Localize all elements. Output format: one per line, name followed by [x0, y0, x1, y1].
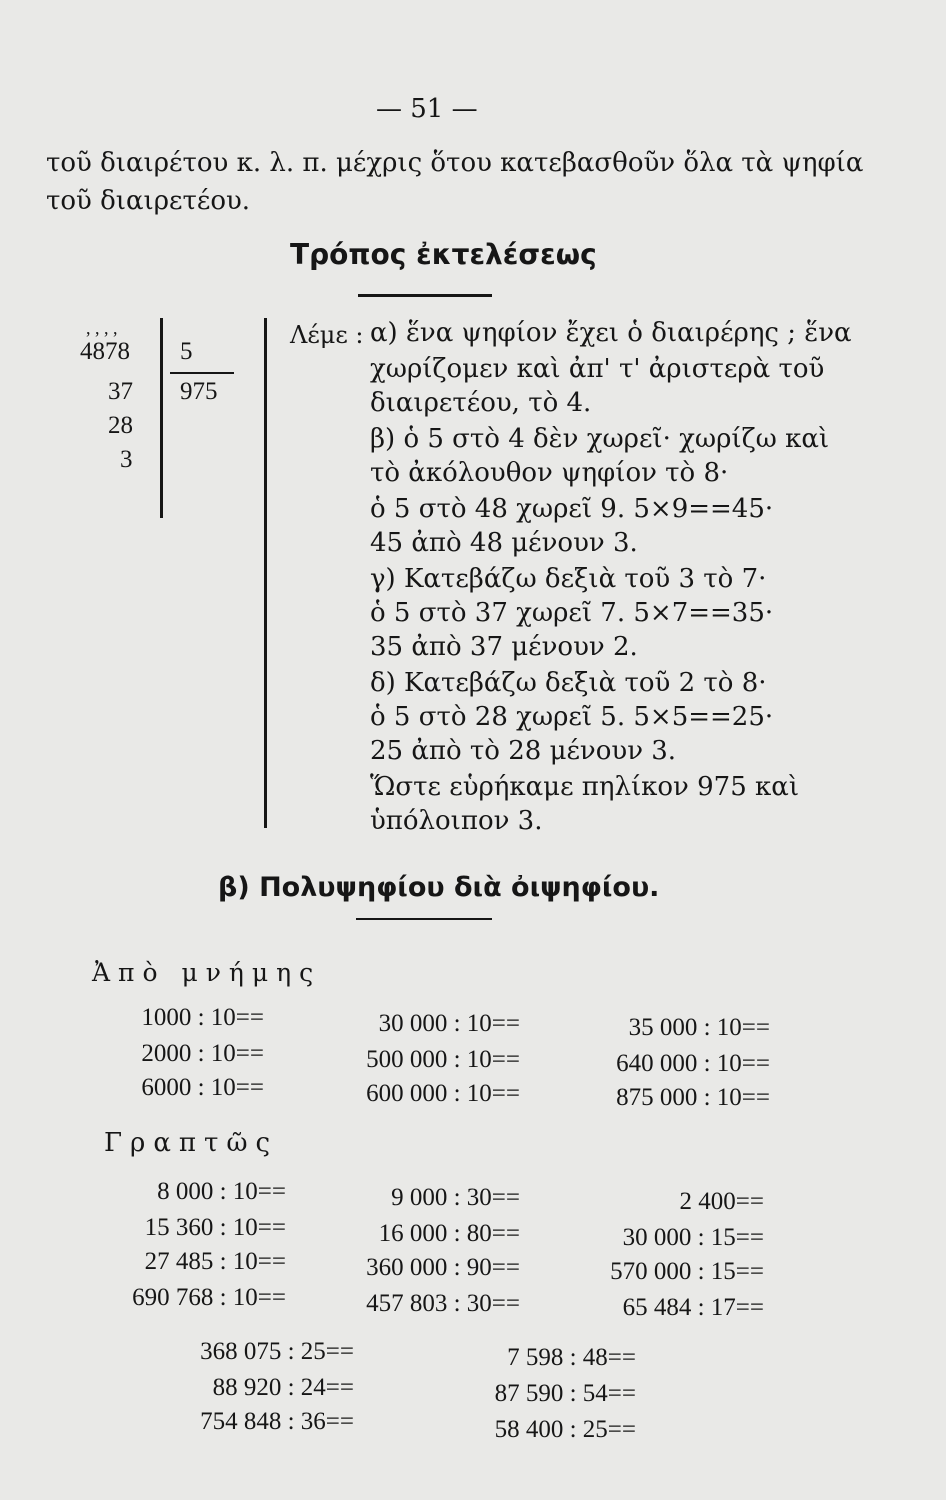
- explanation-line: α) ἕνα ψηφίον ἔχει ὁ διαιρέρης ; ἕνα: [370, 318, 852, 348]
- mental-item: 35 000 : 10==: [628, 1014, 770, 1041]
- written-item: 570 000 : 15==: [610, 1258, 764, 1285]
- dividend: 4878: [80, 338, 130, 365]
- step-3: 3: [120, 446, 133, 473]
- written-item: 457 803 : 30==: [366, 1290, 520, 1317]
- mental-item: 640 000 : 10==: [616, 1050, 770, 1077]
- mental-item: 875 000 : 10==: [616, 1084, 770, 1111]
- mental-item: 30 000 : 10==: [378, 1010, 520, 1037]
- explanation-line: χωρίζομεν καὶ ἀπ' τ' ἀριστερὰ τοῦ: [370, 354, 825, 384]
- explanation-line: Ὥστε εὑρήκαμε πηλίκον 975 καὶ: [370, 772, 800, 802]
- written-item: 16 000 : 80==: [378, 1220, 520, 1247]
- method-heading: Τρόπος ἐκτελέσεως: [290, 238, 597, 271]
- written-item: 15 360 : 10==: [144, 1214, 286, 1241]
- section-b-underline: [356, 918, 492, 920]
- written-item: 65 484 : 17==: [622, 1294, 764, 1321]
- written-item: 30 000 : 15==: [622, 1224, 764, 1251]
- explanation-line: ὁ 5 στὸ 37 χωρεῖ 7. 5×7==35·: [370, 598, 774, 628]
- extra-item: 58 400 : 25==: [494, 1416, 636, 1443]
- step-2: 28: [108, 412, 133, 439]
- mental-item: 6000 : 10==: [141, 1074, 264, 1101]
- dividend-marks: , , , ,: [86, 318, 118, 338]
- written-item: 2 400==: [679, 1188, 764, 1215]
- explanation-line: ὁ 5 στὸ 28 χωρεῖ 5. 5×5==25·: [370, 702, 774, 732]
- explanation-line: διαιρετέου, τὸ 4.: [370, 388, 592, 418]
- mental-item: 2000 : 10==: [141, 1040, 264, 1067]
- explanation-line: ὁ 5 στὸ 48 χωρεῖ 9. 5×9==45·: [370, 494, 774, 524]
- mental-label: Ἀπὸ μνήμης: [92, 958, 322, 987]
- explanation-line: τὸ ἀκόλουθον ψηφίον τὸ 8·: [370, 458, 729, 488]
- explanation-line: 35 ἀπὸ 37 μένουν 2.: [370, 632, 638, 662]
- mental-item: 600 000 : 10==: [366, 1080, 520, 1107]
- mental-item: 500 000 : 10==: [366, 1046, 520, 1073]
- intro-line-2: τοῦ διαιρετέου.: [46, 186, 251, 216]
- extra-item: 88 920 : 24==: [212, 1374, 354, 1401]
- quotient: 975: [180, 378, 218, 405]
- division-bar-horizontal: [170, 372, 234, 374]
- heading-underline: [358, 294, 492, 297]
- explanation-line: γ) Κατεβάζω δεξιὰ τοῦ 3 τὸ 7·: [370, 564, 767, 594]
- division-bar-vertical: [160, 318, 163, 518]
- extra-item: 368 075 : 25==: [200, 1338, 354, 1365]
- extra-item: 87 590 : 54==: [494, 1380, 636, 1407]
- extra-item: 7 598 : 48==: [507, 1344, 636, 1371]
- explanation-line: β) ὁ 5 στὸ 4 δὲν χωρεῖ· χωρίζω καὶ: [370, 424, 830, 454]
- extra-item: 754 848 : 36==: [200, 1408, 354, 1435]
- written-item: 27 485 : 10==: [144, 1248, 286, 1275]
- page-number: — 51 —: [376, 94, 478, 124]
- explanation-prefix: Λέμε :: [290, 321, 364, 349]
- explanation-line: ὑπόλοιπον 3.: [370, 806, 543, 836]
- intro-line-1: τοῦ διαιρέτου κ. λ. π. μέχρις ὅτου κατεβασθοῦν ὅλα τὰ ψηφία: [46, 148, 864, 178]
- written-label: Γραπτῶς: [104, 1128, 279, 1158]
- step-1: 37: [108, 378, 133, 405]
- written-item: 690 768 : 10==: [132, 1284, 286, 1311]
- explanation-line: δ) Κατεβάζω δεξιὰ τοῦ 2 τὸ 8·: [370, 668, 767, 698]
- written-item: 8 000 : 10==: [157, 1178, 286, 1205]
- section-b-heading: β) Πολυψηφίου διὰ ὀιψηφίου.: [218, 872, 660, 903]
- explanation-divider: [264, 318, 267, 828]
- explanation-line: 45 ἀπὸ 48 μένουν 3.: [370, 528, 638, 558]
- explanation-line: 25 ἀπὸ τὸ 28 μένουν 3.: [370, 736, 677, 766]
- written-item: 360 000 : 90==: [366, 1254, 520, 1281]
- mental-item: 1000 : 10==: [141, 1004, 264, 1031]
- divisor: 5: [180, 338, 193, 365]
- written-item: 9 000 : 30==: [391, 1184, 520, 1211]
